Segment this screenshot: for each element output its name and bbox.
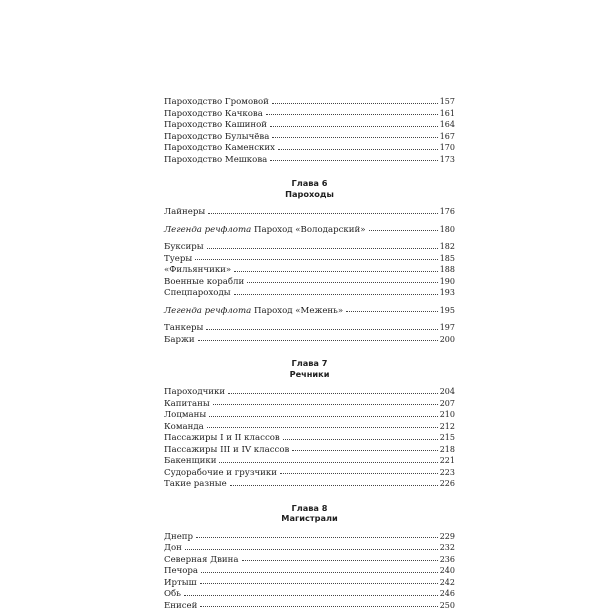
toc-entry[interactable]: Танкеры 197 [164,323,455,333]
table-of-contents [164,96,455,611]
toc-entry[interactable]: Пароходство Мешкова 173 [164,154,455,165]
toc-entry-legend[interactable]: Легенда речфлота Пароход «Володарский» 180 [164,224,455,235]
toc-entry[interactable]: Иртыш 242 [164,577,455,588]
chapter-number: Глава 8 [291,502,328,513]
toc-entry-legend[interactable]: Легенда речфлота Пароход «Межень» 195 [164,305,455,316]
toc-entry[interactable]: Лайнеры 176 [164,207,455,217]
toc-entry[interactable]: Военные корабли 190 [164,276,455,287]
toc-entry[interactable]: Дон 232 [164,543,455,553]
toc-entry[interactable]: Такие разные 226 [164,479,455,489]
toc-entry[interactable]: Бакенщики 221 [164,456,455,466]
toc-entry[interactable]: Лоцманы 210 [164,410,455,420]
chapter-title: Пароходы [285,188,334,199]
toc-entry[interactable]: Спецпароходы 193 [164,288,455,298]
chapter-number: Глава 7 [291,358,328,368]
toc-entry[interactable]: Пароходство Громовой 157 [164,97,455,107]
toc-entry[interactable]: Пассажиры III и IV классов 218 [164,444,455,455]
toc-entry[interactable]: Обь 246 [164,589,455,599]
toc-entry[interactable]: Пароходство Качкова 161 [164,108,455,119]
toc-entry[interactable]: Судорабочие и грузчики 223 [164,467,455,478]
toc-entry[interactable]: Енисей 250 [164,600,455,611]
toc-entry[interactable]: Буксиры 182 [164,242,455,252]
toc-entry[interactable]: Туеры 185 [164,253,455,264]
toc-entry[interactable]: Пароходство Булычёва 167 [164,131,455,142]
toc-entry[interactable]: Баржи 200 [164,334,455,345]
toc-entry[interactable]: «Фильянчики» 188 [164,265,455,275]
toc-entry[interactable]: Капитаны 207 [164,398,455,409]
toc-entry[interactable]: Пароходчики 204 [164,387,455,397]
toc-entry[interactable]: Днепр 229 [164,531,455,542]
chapter-title: Магистрали [281,513,338,523]
chapter-number: Глава 6 [291,178,328,188]
toc-entry[interactable]: Команда 212 [164,421,455,432]
toc-entry[interactable]: Пароходство Кашиной 164 [164,120,455,130]
toc-entry[interactable]: Пароходство Каменских 170 [164,143,455,153]
toc-entry[interactable]: Пассажиры I и II классов 215 [164,433,455,443]
toc-entry[interactable]: Печора 240 [164,566,455,576]
toc-entry[interactable]: Северная Двина 236 [164,554,455,565]
chapter-title: Речники [289,368,330,379]
